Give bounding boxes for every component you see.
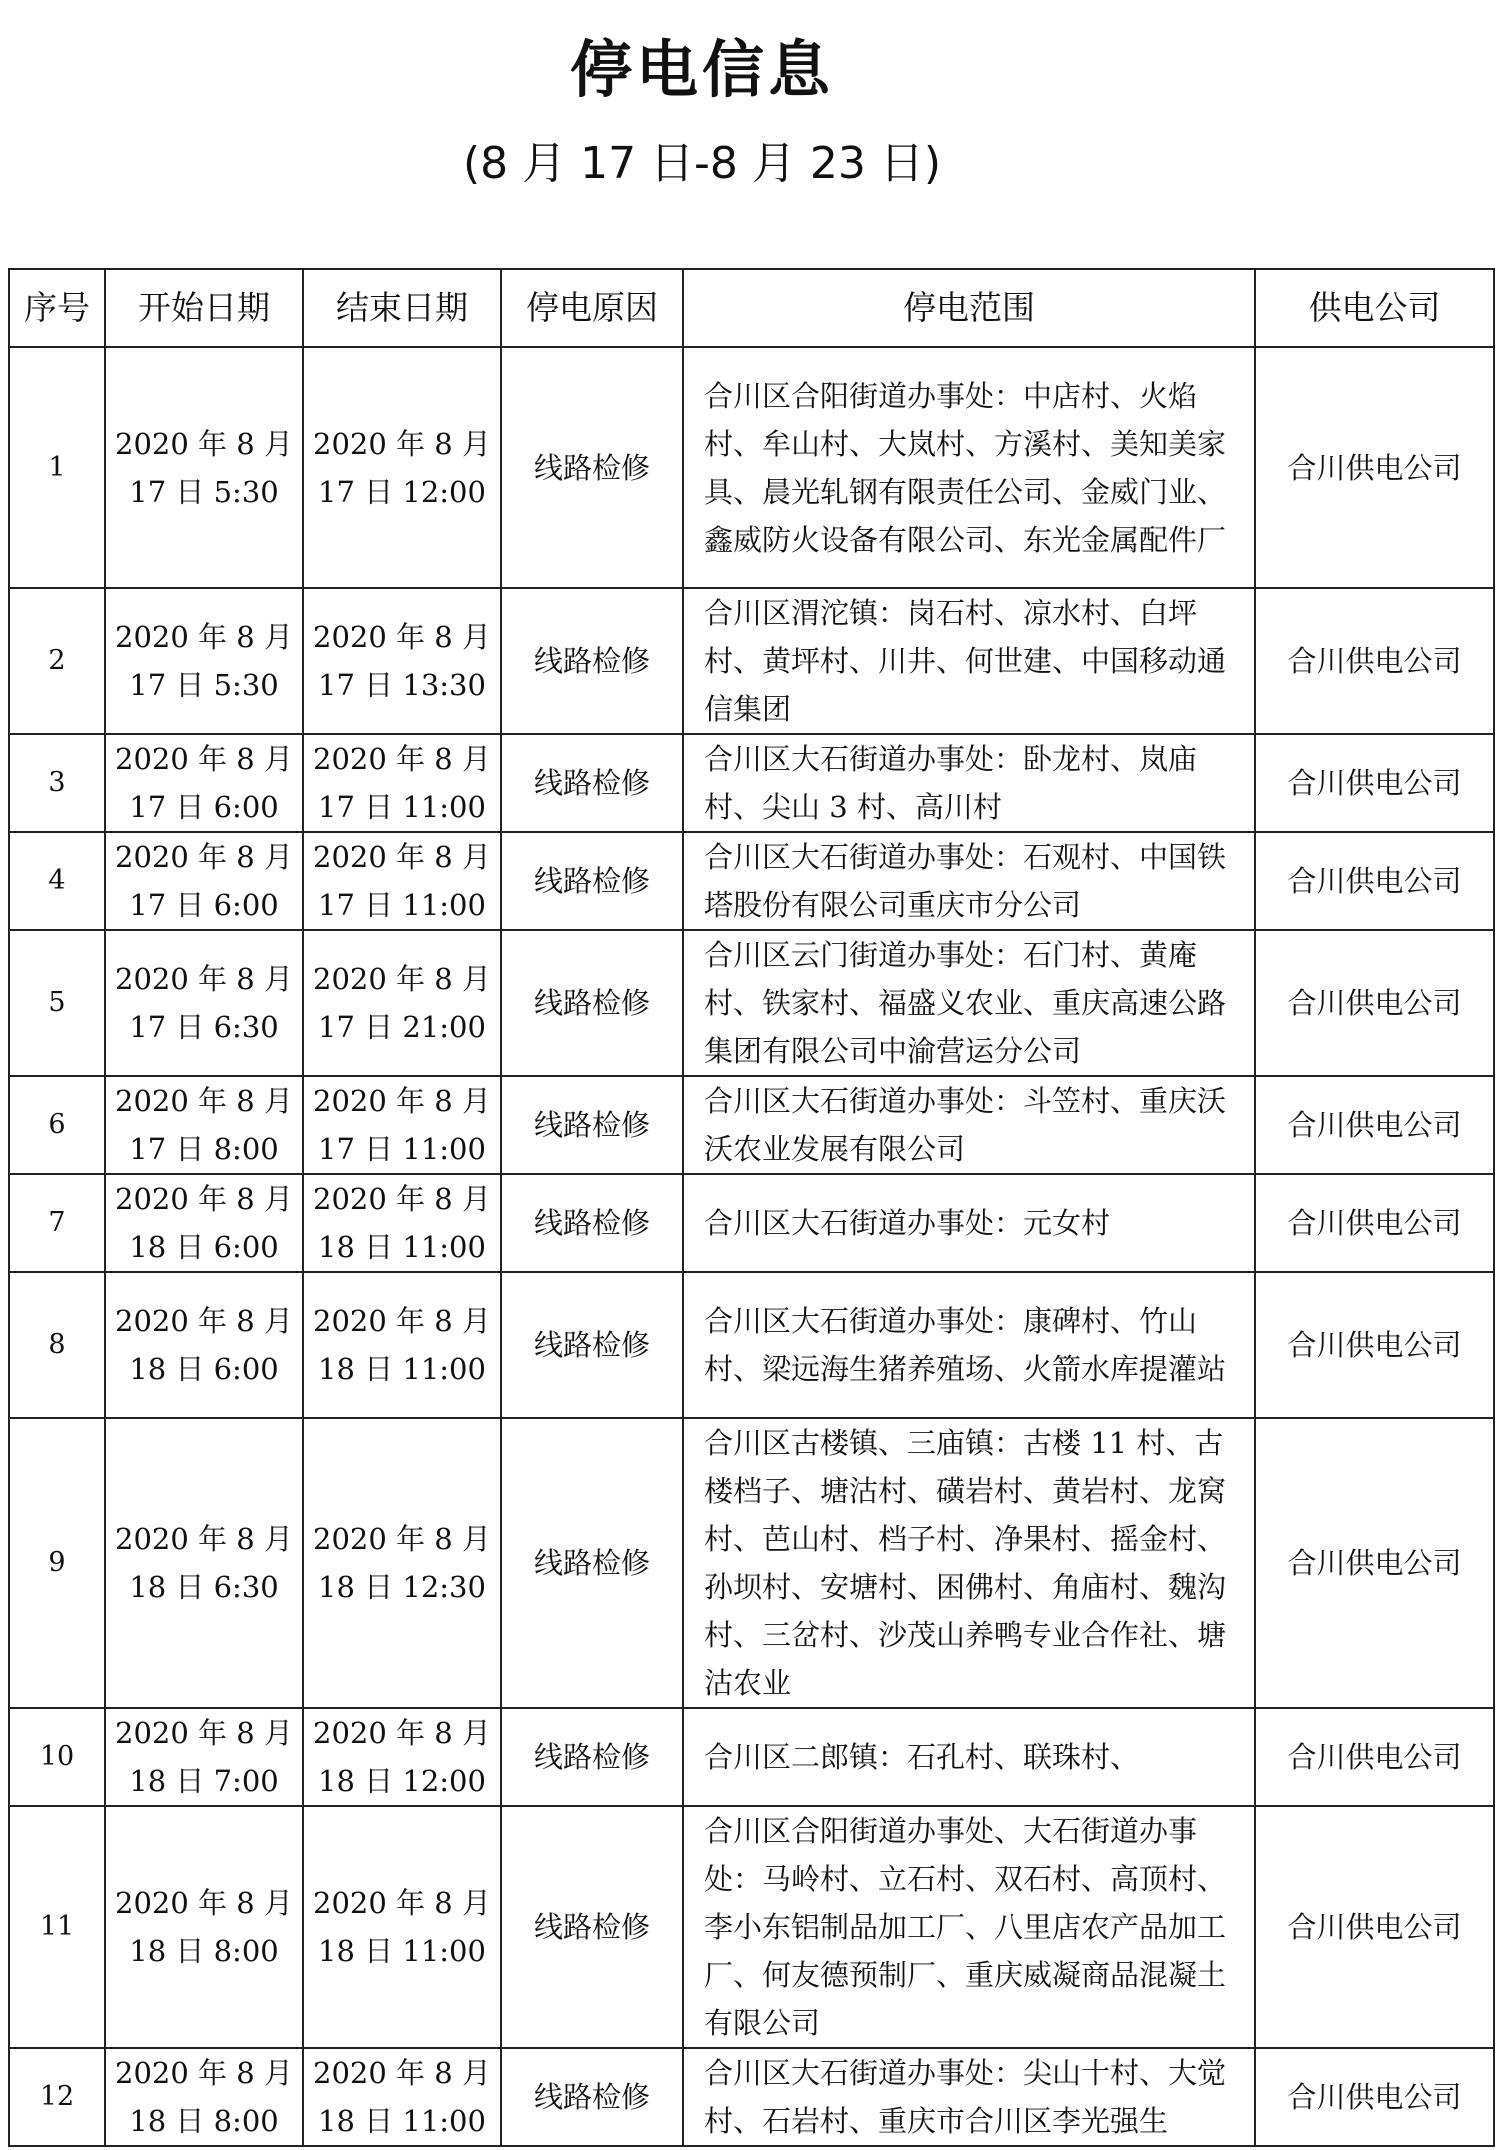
end-date [303,1708,501,1806]
table-row [9,2048,1494,2146]
outage-range: 合川区二郎镇：石孔村、联珠村、 [683,1708,1255,1806]
end-date-line2: 18 日 11:00 [318,2104,486,2138]
start-date-line2: 18 日 6:00 [129,1230,279,1264]
end-date-line1: 2020 年 8 月 [313,1182,491,1216]
end-date-line1: 2020 年 8 月 [313,962,491,996]
end-date-line1: 2020 年 8 月 [313,742,491,776]
outage-range: 合川区合阳街道办事处、大石街道办事处：马岭村、立石村、双石村、高顶村、李小东铝制品加工厂、八里店农产品加工厂、何友德预制厂、重庆威凝商品混凝土有限公司 [683,1806,1255,2048]
header-company: 供电公司 [1255,269,1494,347]
header-no: 序号 [9,269,105,347]
end-date-line2: 17 日 21:00 [318,1010,486,1044]
end-date-line1: 2020 年 8 月 [313,1522,491,1556]
start-date-line1: 2020 年 8 月 [115,426,293,461]
table-row [9,1076,1494,1174]
table-row [9,1806,1494,2048]
supply-company: 合川供电公司 [1255,588,1494,734]
table-row [9,588,1494,734]
outage-range: 合川区大石街道办事处：斗笠村、重庆沃沃农业发展有限公司 [683,1076,1255,1174]
table-row [9,1174,1494,1272]
start-date-line2: 17 日 5:30 [129,668,279,702]
table-row [9,1708,1494,1806]
row-no: 9 [9,1418,105,1708]
row-no: 1 [9,347,105,588]
end-date [303,1806,501,2048]
start-date [105,930,303,1076]
end-date [303,588,501,734]
supply-company: 合川供电公司 [1255,1174,1494,1272]
end-date [303,1174,501,1272]
outage-reason: 线路检修 [501,1174,683,1272]
outage-reason: 线路检修 [501,2048,683,2146]
outage-reason: 线路检修 [501,347,683,588]
row-no: 6 [9,1076,105,1174]
end-date-line1: 2020 年 8 月 [313,840,491,874]
end-date-line1: 2020 年 8 月 [313,1084,491,1118]
outage-range: 合川区大石街道办事处：元女村 [683,1174,1255,1272]
supply-company: 合川供电公司 [1255,1708,1494,1806]
start-date [105,588,303,734]
end-date-line1: 2020 年 8 月 [313,426,491,461]
table-row [9,930,1494,1076]
start-date [105,1806,303,2048]
start-date-line1: 2020 年 8 月 [115,1182,293,1216]
header-range: 停电范围 [683,269,1255,347]
start-date [105,1272,303,1418]
header-start-date: 开始日期 [105,269,303,347]
start-date-line2: 18 日 8:00 [129,2104,279,2138]
end-date [303,1418,501,1708]
end-date [303,347,501,588]
header-reason: 停电原因 [501,269,683,347]
row-no: 12 [9,2048,105,2146]
end-date-line2: 18 日 12:00 [318,1764,486,1798]
row-no: 10 [9,1708,105,1806]
outage-reason: 线路检修 [501,588,683,734]
start-date-line1: 2020 年 8 月 [115,620,293,654]
row-no: 11 [9,1806,105,2048]
outage-range: 合川区大石街道办事处：尖山十村、大觉村、石岩村、重庆市合川区李光强生 [683,2048,1255,2146]
start-date-line2: 18 日 7:00 [129,1764,279,1798]
outage-reason: 线路检修 [501,930,683,1076]
table-row [9,1418,1494,1708]
header-end-date: 结束日期 [303,269,501,347]
start-date [105,2048,303,2146]
end-date-line2: 17 日 12:00 [318,474,486,509]
start-date-line1: 2020 年 8 月 [115,1084,293,1118]
end-date-line2: 18 日 12:30 [318,1570,486,1604]
outage-range: 合川区大石街道办事处：康碑村、竹山村、梁远海生猪养殖场、火箭水库提灌站 [683,1272,1255,1418]
start-date-line2: 17 日 6:00 [129,790,279,824]
table-row [9,832,1494,930]
row-no: 4 [9,832,105,930]
outage-range: 合川区渭沱镇：岗石村、凉水村、白坪村、黄坪村、川井、何世建、中国移动通信集团 [683,588,1255,734]
start-date-line2: 18 日 8:00 [129,1934,279,1968]
row-no: 3 [9,734,105,832]
outage-table [8,268,1495,2147]
table-header-row [9,269,1494,347]
start-date-line1: 2020 年 8 月 [115,1886,293,1920]
end-date-line2: 17 日 13:30 [318,668,486,702]
start-date [105,1708,303,1806]
supply-company: 合川供电公司 [1255,347,1494,588]
start-date-line1: 2020 年 8 月 [115,1716,293,1750]
end-date-line1: 2020 年 8 月 [313,2056,491,2090]
end-date-line2: 18 日 11:00 [318,1230,486,1264]
table-row [9,734,1494,832]
supply-company: 合川供电公司 [1255,832,1494,930]
start-date [105,347,303,588]
end-date [303,930,501,1076]
start-date [105,1174,303,1272]
supply-company: 合川供电公司 [1255,734,1494,832]
start-date-line2: 18 日 6:00 [129,1352,279,1386]
page-title: 停电信息 [569,33,834,106]
row-no: 8 [9,1272,105,1418]
date-range-subtitle: (8 月 17 日-8 月 23 日) [462,138,942,189]
end-date-line1: 2020 年 8 月 [313,1716,491,1750]
end-date-line2: 17 日 11:00 [318,1132,486,1166]
outage-range: 合川区合阳街道办事处：中店村、火焰村、牟山村、大岚村、方溪村、美知美家具、晨光轧钢有限责任公司、金威门业、鑫威防火设备有限公司、东光金属配件厂 [683,347,1255,588]
outage-reason: 线路检修 [501,1076,683,1174]
outage-reason: 线路检修 [501,832,683,930]
table-row [9,1272,1494,1418]
outage-reason: 线路检修 [501,1806,683,2048]
row-no: 5 [9,930,105,1076]
outage-range: 合川区大石街道办事处：石观村、中国铁塔股份有限公司重庆市分公司 [683,832,1255,930]
start-date [105,1076,303,1174]
end-date-line1: 2020 年 8 月 [313,1886,491,1920]
start-date [105,1418,303,1708]
row-no: 2 [9,588,105,734]
start-date-line1: 2020 年 8 月 [115,742,293,776]
outage-reason: 线路检修 [501,1272,683,1418]
start-date [105,734,303,832]
outage-range: 合川区云门街道办事处：石门村、黄庵村、铁家村、福盛义农业、重庆高速公路集团有限公司中渝营运分公司 [683,930,1255,1076]
end-date-line2: 18 日 11:00 [318,1352,486,1386]
start-date-line1: 2020 年 8 月 [115,962,293,996]
outage-range: 合川区古楼镇、三庙镇：古楼 11 村、古楼档子、塘沽村、磺岩村、黄岩村、龙窝村、芭山村、档子村、净果村、摇金村、孙坝村、安塘村、困佛村、角庙村、魏沟村、三岔村、沙茂山养鸭专业合作社、塘沽农业 [683,1418,1255,1708]
start-date-line2: 17 日 6:00 [129,888,279,922]
start-date-line2: 18 日 6:30 [129,1570,279,1604]
outage-reason: 线路检修 [501,1708,683,1806]
start-date-line2: 17 日 8:00 [129,1132,279,1166]
end-date-line1: 2020 年 8 月 [313,1304,491,1338]
table-row [9,347,1494,588]
start-date-line2: 17 日 5:30 [129,474,279,509]
end-date [303,1076,501,1174]
start-date [105,832,303,930]
outage-range: 合川区大石街道办事处：卧龙村、岚庙村、尖山 3 村、高川村 [683,734,1255,832]
end-date [303,832,501,930]
end-date [303,2048,501,2146]
start-date-line1: 2020 年 8 月 [115,840,293,874]
start-date-line1: 2020 年 8 月 [115,2056,293,2090]
end-date-line2: 17 日 11:00 [318,888,486,922]
supply-company: 合川供电公司 [1255,930,1494,1076]
outage-reason: 线路检修 [501,1418,683,1708]
outage-reason: 线路检修 [501,734,683,832]
supply-company: 合川供电公司 [1255,1418,1494,1708]
end-date-line1: 2020 年 8 月 [313,620,491,654]
supply-company: 合川供电公司 [1255,1076,1494,1174]
supply-company: 合川供电公司 [1255,1272,1494,1418]
supply-company: 合川供电公司 [1255,1806,1494,2048]
end-date-line2: 18 日 11:00 [318,1934,486,1968]
end-date [303,734,501,832]
start-date-line1: 2020 年 8 月 [115,1522,293,1556]
end-date-line2: 17 日 11:00 [318,790,486,824]
start-date-line2: 17 日 6:30 [129,1010,279,1044]
start-date-line1: 2020 年 8 月 [115,1304,293,1338]
supply-company: 合川供电公司 [1255,2048,1494,2146]
row-no: 7 [9,1174,105,1272]
end-date [303,1272,501,1418]
